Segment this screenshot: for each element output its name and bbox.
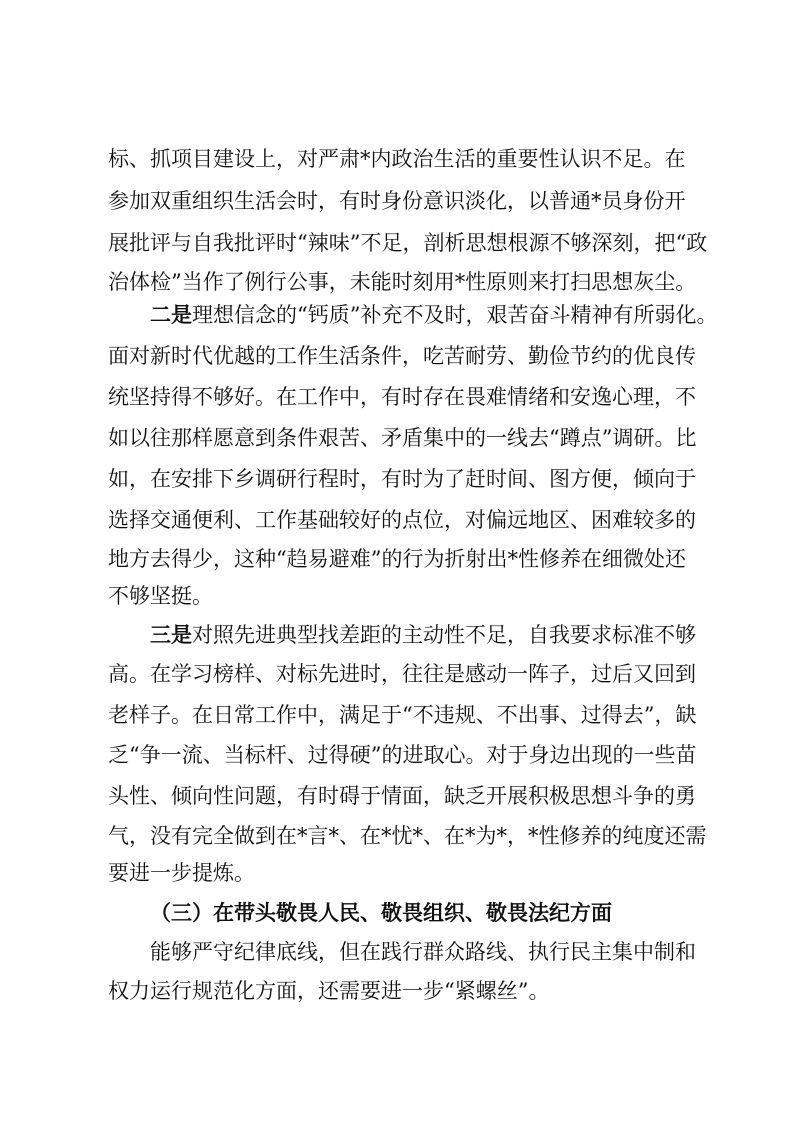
- paragraph-lead: 三是: [150, 622, 192, 647]
- body-text-line: 地方去得少，这种“趋易避难”的行为折射出*性修养在细微处还: [108, 547, 686, 571]
- body-text-line: 如以往那样愿意到条件艰苦、矛盾集中的一线去“蹲点”调研。比: [108, 426, 697, 450]
- body-text-line: 选择交通便利、工作基础较好的点位，对偏远地区、困难较多的: [108, 508, 696, 532]
- section-heading: （三）在带头敬畏人民、敬畏组织、敬畏法纪方面: [150, 900, 612, 925]
- paragraph-lead: 二是: [150, 302, 192, 327]
- body-text-line: 展批评与自我批评时“辣味”不足，剖析思想根源不够深刻，把“政: [108, 231, 708, 255]
- body-text-line: 老样子。在日常工作中，满足于“不违规、不出事、过得去”，缺: [108, 703, 697, 727]
- body-text-line: 统坚持得不够好。在工作中，有时存在畏难情绪和安逸心理，不: [108, 385, 696, 409]
- body-text-line: 高。在学习榜样、对标先进时，往往是感动一阵子，过后又回到: [108, 662, 696, 686]
- body-text-line: 参加双重组织生活会时，有时身份意识淡化，以普通*员身份开: [108, 189, 686, 213]
- paragraph-first-line-text: 对照先进典型找差距的主动性不足，自我要求标准不够: [192, 623, 696, 647]
- paragraph-first-line: 能够严守纪律底线，但在践行群众路线、执行民主集中制和: [150, 940, 696, 964]
- paragraph-first-line-text: 理想信念的“钙质”补充不及时，艰苦奋斗精神有所弱化。: [192, 303, 718, 327]
- body-text-line: 如，在安排下乡调研行程时，有时为了赶时间、图方便，倾向于: [108, 467, 696, 491]
- body-text-line: 乏“争一流、当标杆、过得硬”的进取心。对于身边出现的一些苗: [108, 743, 697, 767]
- body-text-line: 权力运行规范化方面，还需要进一步“紧螺丝”。: [108, 979, 550, 1003]
- paragraph-first-line: [150, 617, 696, 653]
- body-text-line: 气，没有完全做到在*言*、在*忧*、在*为*，*性修养的纯度还需: [108, 824, 707, 848]
- body-text-line: 要进一步提炼。: [108, 861, 255, 885]
- body-text-line: 治体检”当作了例行公事，未能时刻用*性原则来打扫思想灰尘。: [108, 270, 697, 294]
- paragraph-first-line: [150, 297, 718, 333]
- body-text-line: 标、抓项目建设上，对严肃*内政治生活的重要性认识不足。在: [108, 147, 686, 171]
- body-text-line: 头性、倾向性问题，有时碍于情面，缺乏开展积极思想斗争的勇: [108, 784, 696, 808]
- body-text-line: 不够坚挺。: [108, 584, 213, 608]
- body-text-line: 面对新时代优越的工作生活条件，吃苦耐劳、勤俭节约的优良传: [108, 344, 696, 368]
